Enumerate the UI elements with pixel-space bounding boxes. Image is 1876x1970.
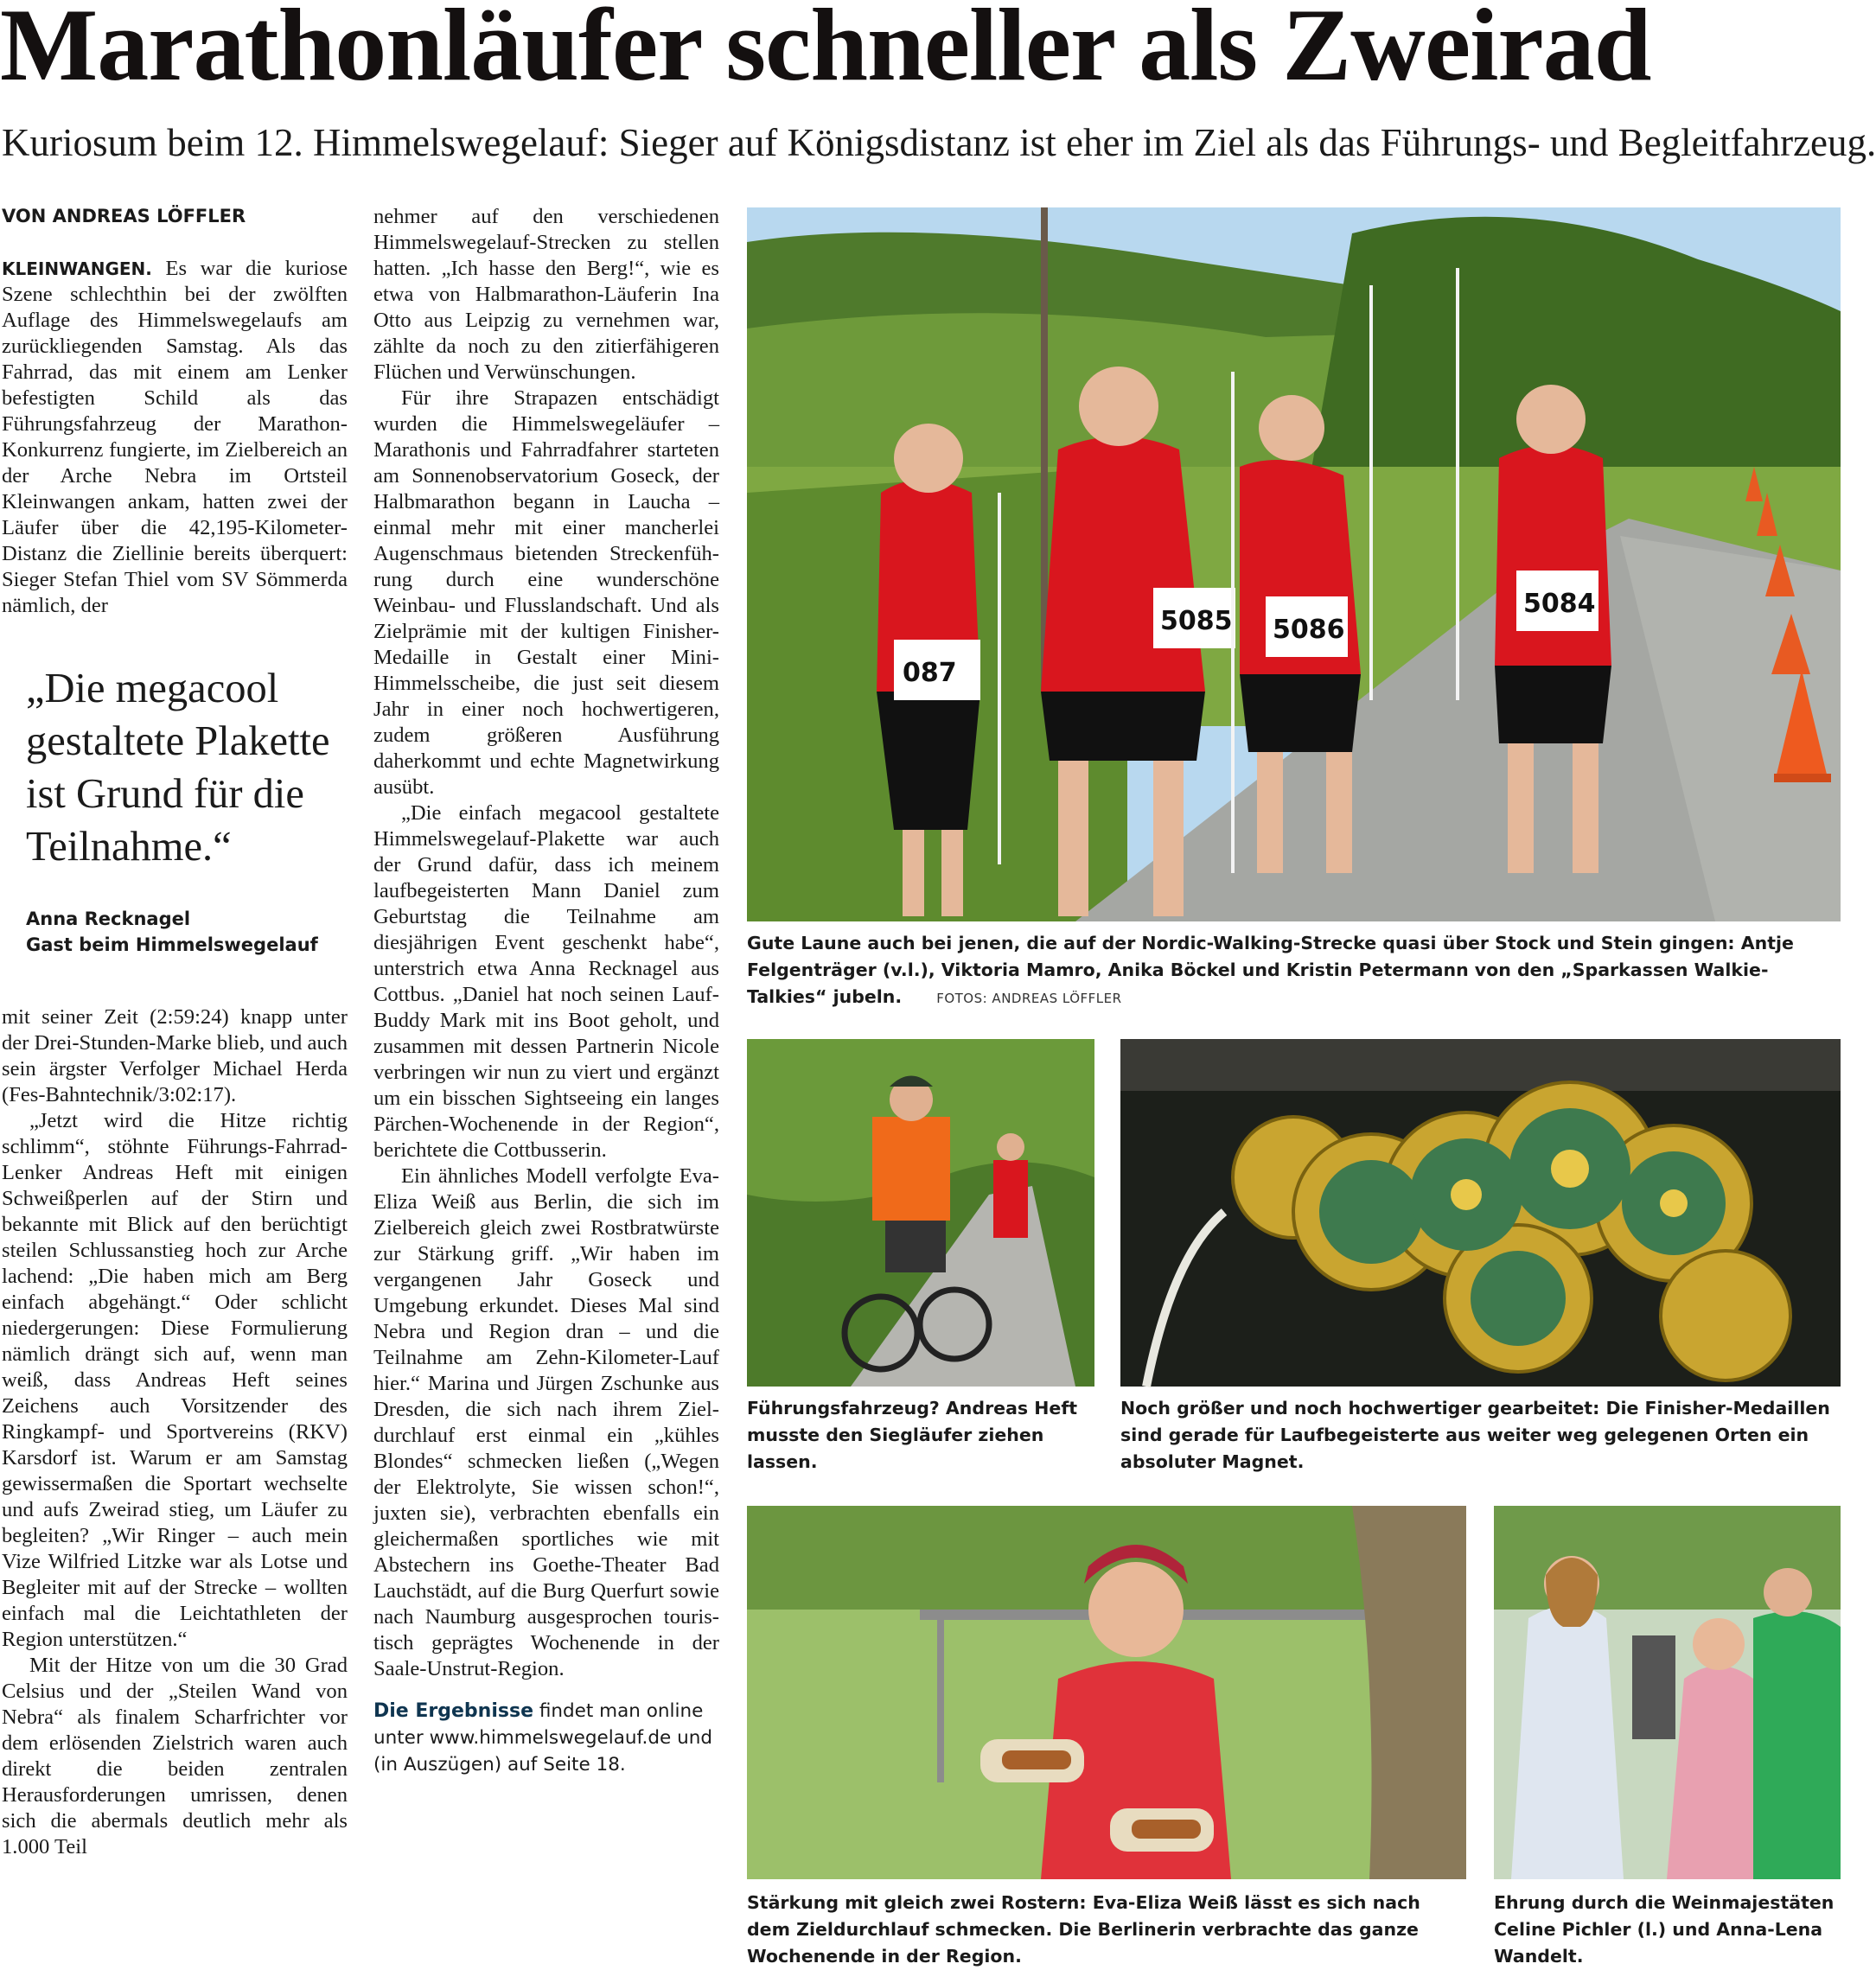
paragraph: mit seiner Zeit (2:59:24) knapp unter der Drei-Stunden-Marke blieb, und auch sein ärgster Verfolger Michael Herda (Fes-Bahntechnik/3:02:17). bbox=[2, 1005, 348, 1106]
author-byline: VON ANDREAS LÖFFLER bbox=[2, 206, 246, 226]
medal-photo-caption: Noch größer und noch hochwertiger gearbeitet: Die Finisher-Medaillen sind gerade für Laufbegeisterte aus weiter weg gelegenen Orten ein absoluter Magnet. bbox=[1120, 1398, 1830, 1472]
photo-bicycle-leader bbox=[747, 1039, 1094, 1387]
photo-medals bbox=[1120, 1039, 1841, 1387]
subtitle: Kuriosum beim 12. Himmelswegelauf: Sieger auf Königsdistanz ist eher im Ziel als das Führungs- und Begleitfahrzeug. bbox=[2, 121, 1876, 164]
pull-quote-attribution bbox=[26, 906, 354, 958]
main-photo-caption bbox=[747, 930, 1841, 1012]
results-lead: Die Ergebnisse bbox=[373, 1700, 533, 1722]
paragraph: Es war die kuriose Szene schlechthin bei der zwölften Auflage des Himmelswegelaufs am zurückliegenden Samstag. Als das Fahrrad, das mit einem am Lenker befestigten Schild als das Führungsfahrzeug der Marathon-Konkurrenz fungierte, im Zielbereich an der Arche Nebra im Ortsteil Kleinwangen ankam, hatten zwei der Läufer über die 42,195-Kilometer-Distanz die Ziellinie bereits überquert: Sieger Stefan Thiel vom SV Sömmerda nämlich, der bbox=[2, 257, 348, 617]
results-page-ref: (in Auszügen) auf Seite 18. bbox=[373, 1754, 626, 1776]
headline: Marathonläufer schneller als Zweirad bbox=[0, 0, 1651, 102]
paragraph: nehmer auf den verschiedenen Himmelswegelauf-Strecken zu stellen hatten. „Ich hasse den Berg!“, wie es etwa von Halbmarathon-Läuferin Ina Otto aus Leipzig zu vernehmen war, zählte da noch zu den zitierfähigeren Flüchen und Verwünschungen. bbox=[373, 205, 719, 384]
bib-number: 5086 bbox=[1273, 615, 1345, 645]
column-1-bottom bbox=[2, 1004, 348, 1860]
column-2 bbox=[373, 204, 719, 1778]
photo-credit: FOTOS: ANDREAS LÖFFLER bbox=[936, 991, 1122, 1006]
paragraph: „Die einfach megacool gestaltete Himmelswegelauf-Plakette war auch der Grund dafür, dass ich meinem laufbegeisterten Mann Daniel zum Geburtstag die Teilnahme am diesjährigen Event geschenkt habe“, unterstrich etwa Anna Recknagel aus Cottbus. „Daniel hat noch seinen Lauf-Buddy Mark mit ins Boot geholt, und zusammen mit dessen Partnerin Nicole verbringen wir nun zu viert und ergänzt um ein bisschen Sightseeing ein langes Pärchen-Wochenende in der Region“, berichtete die Cottbusserin. bbox=[373, 801, 719, 1162]
dateline: KLEINWANGEN. bbox=[2, 258, 152, 279]
bib-number: 5084 bbox=[1523, 589, 1596, 619]
wine-photo-caption: Ehrung durch die Weinmajestäten Celine Pichler (l.) und Anna-Lena Wandelt. bbox=[1494, 1892, 1835, 1967]
results-note bbox=[373, 1698, 719, 1778]
bib-number: 087 bbox=[903, 658, 957, 688]
quote-role: Gast beim Himmelswegelauf bbox=[26, 934, 318, 955]
bib-number: 5085 bbox=[1160, 606, 1233, 636]
eva-photo-caption: Stärkung mit gleich zwei Rostern: Eva-Eliza Weiß lässt es sich nach dem Zieldurchlauf schmecken. Die Berlinerin verbrachte das ganze Wochenende in der Region. bbox=[747, 1892, 1420, 1967]
column-1-top bbox=[2, 256, 348, 619]
photo-wine-majesties bbox=[1494, 1506, 1841, 1879]
paragraph: Ein ähnliches Modell verfolgte Eva-Eliza Weiß aus Berlin, die sich im Zielbereich gleich zwei Rostbratwürste zur Stärkung griff. „Wir haben im vergangenen Jahr Goseck und Umgebung erkundet. Dieses Mal sind Nebra und Region dran – und die Teilnahme am Zehn-Kilometer-Lauf hier.“ Marina und Jürgen Zschunke aus Dresden, die sich nach ihrem Zieldurchlauf erst einmal ein „kühles Blondes“ schmecken ließen („Wegen der Elektrolyte, Sie wissen schon!“, juxten sie), verbrachten ebenfalls ein gleichermaßen sportliches wie mit Abstechern ins Goethe-Theater Bad Lauchstädt, auf die Burg Querfurt sowie nach Naumburg ausgesprochen touristisch geprägtes Wochenende in der Saale-Unstrut-Region. bbox=[373, 1164, 719, 1680]
bike-photo-caption: Führungsfahrzeug? Andreas Heft musste den Siegläufer ziehen lassen. bbox=[747, 1398, 1078, 1472]
pull-quote: „Die megacool gestaltete Plakette ist Grund für die Teilnahme.“ bbox=[26, 666, 330, 870]
caption-text: Gute Laune auch bei jenen, die auf der Nordic-Walking-Strecke quasi über Stock und Stein gingen: Antje Felgenträger (v.l.), Viktoria Mamro, Anika Böckel und Kristin Petermann von den „Sparkassen Walkie-Talkies“ jubeln. bbox=[747, 933, 1794, 1007]
paragraph: Für ihre Strapazen entschädigt wurden die Himmelswegeläufer – Marathonis und Fahrradfahrer starteten am Sonnenobservatorium Goseck, der Halbmarathon begann in Laucha – einmal mehr mit einer mancherlei Augenschmaus bietenden Streckenführung durch eine wunderschöne Weinbau- und Flusslandschaft. Und als Zielprämie mit der kultigen Finisher-Medaille in Gestalt einer Mini-Himmelsscheibe, die just seit diesem Jahr in einer noch hochwertigeren, zudem größeren Ausführung daherkommt und echte Magnetwirkung ausübt. bbox=[373, 386, 719, 799]
photo-eva-eliza bbox=[747, 1506, 1466, 1879]
main-photo-walkers bbox=[747, 207, 1841, 921]
quote-name: Anna Recknagel bbox=[26, 908, 191, 929]
results-text: findet man online bbox=[533, 1700, 704, 1722]
results-url[interactable]: unter www.himmelswegelauf.de und bbox=[373, 1727, 712, 1749]
paragraph: Mit der Hitze von um die 30 Grad Celsius und der „Steilen Wand von Nebra“ als finalem Scharfrichter vor dem erlösenden Zielstrich waren auch direkt die beiden zentralen Herausforderungen umrissen, denen sich die abermals deutlich mehr als 1.000 Teil bbox=[2, 1654, 348, 1858]
paragraph: „Jetzt wird die Hitze richtig schlimm“, stöhnte Führungs-Fahrrad-Lenker Andreas Heft mit einigen Schweißperlen auf der Stirn und bekannte mit Blick auf den berüchtigt steilen Schlussanstieg hoch zur Arche lachend: „Die haben mich am Berg einfach abgehängt.“ Oder schlicht niedergerungen: Diese Formulierung nämlich drängt sich auf, wenn man weiß, dass Andreas Heft seines Zeichens auch Vorsitzender des Ringkampf- und Sportvereins (RKV) Karsdorf ist. Warum er am Samstag gewissermaßen die Sportart wechselte und aufs Zweirad stieg, um Läufer zu begleiten? „Wir Ringer – auch mein Vize Wilfried Litzke war als Lotse und Begleiter mit auf der Strecke – wollten einfach mal die Leichtathleten der Region unterstützen.“ bbox=[2, 1109, 348, 1651]
